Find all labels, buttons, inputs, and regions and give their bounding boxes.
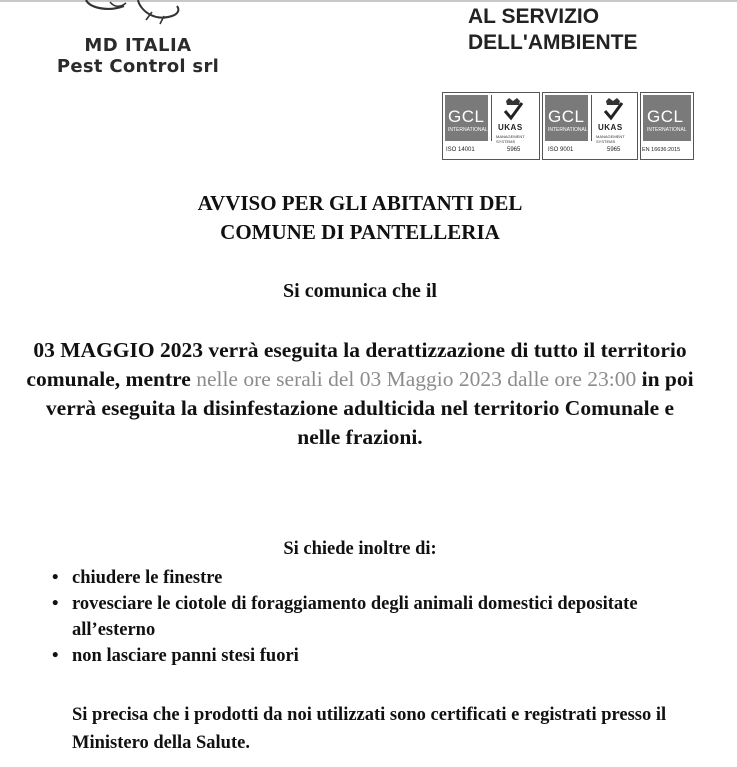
notice-lead: Si comunica che il (283, 280, 437, 302)
closing-note: Si precisa che i prodotti da noi utilizzati sono certificati e registrati presso il Ministero della Salute. (72, 705, 667, 753)
slogan-line1: AL SERVIZIO (468, 5, 600, 28)
cert-badge-iso9001: GCL INTERNATIONAL UKAS MANAGEMENT SYSTEMS ISO 9001 5965 (542, 92, 638, 160)
notice-title-line2: COMUNE DI PANTELLERIA (220, 220, 500, 244)
request-title: Si chiede inoltre di: (283, 539, 437, 559)
bullet-icon: • (52, 646, 59, 666)
list-item: • non lasciare panni stesi fuori (52, 643, 712, 669)
company-name-line1: MD ITALIA (84, 35, 192, 56)
gcl-logo: GCL INTERNATIONAL (545, 95, 588, 141)
notice-body (22, 336, 698, 452)
ukas-logo: UKAS MANAGEMENT SYSTEMS (591, 95, 636, 141)
cert-badge-en16636: GCL INTERNATIONAL EN 16636:2015 (640, 92, 694, 160)
crown-check-icon (602, 97, 624, 121)
notice-body-highlight: nelle ore serali del 03 Maggio 2023 dalle ore 23:00 (196, 367, 637, 391)
notice-body-part1: 03 MAGGIO 2023 verrà eseguita la derattizzazione di tutto il territorio comunale, mentre (26, 338, 687, 391)
company-name (22, 35, 254, 78)
request-list (52, 565, 712, 669)
bullet-icon: • (52, 594, 59, 614)
slogan-line2: DELL'AMBIENTE (468, 31, 638, 54)
ukas-logo: UKAS MANAGEMENT SYSTEMS (491, 95, 536, 141)
notice-title (0, 189, 720, 247)
notice-body-part2: in poi verrà eseguita la disinfestazione adulticida nel territorio Comunale e nelle frazioni. (45, 367, 694, 449)
company-logo-mark (80, 0, 190, 26)
gcl-logo: GCL INTERNATIONAL (445, 95, 488, 141)
cert-badge-iso14001: GCL INTERNATIONAL UKAS MANAGEMENT SYSTEMS ISO 14001 5965 (442, 92, 540, 160)
crown-check-icon (502, 97, 524, 121)
list-item: • rovesciare le ciotole di foraggiamento degli animali domestici depositate all’esterno (52, 591, 712, 643)
list-item: • chiudere le finestre (52, 565, 712, 591)
company-slogan (468, 4, 638, 56)
gcl-logo: GCL INTERNATIONAL (643, 95, 691, 141)
notice-title-line1: AVVISO PER GLI ABITANTI DEL (197, 191, 523, 215)
company-name-line2: Pest Control srl (56, 56, 220, 77)
bullet-icon: • (52, 568, 59, 588)
